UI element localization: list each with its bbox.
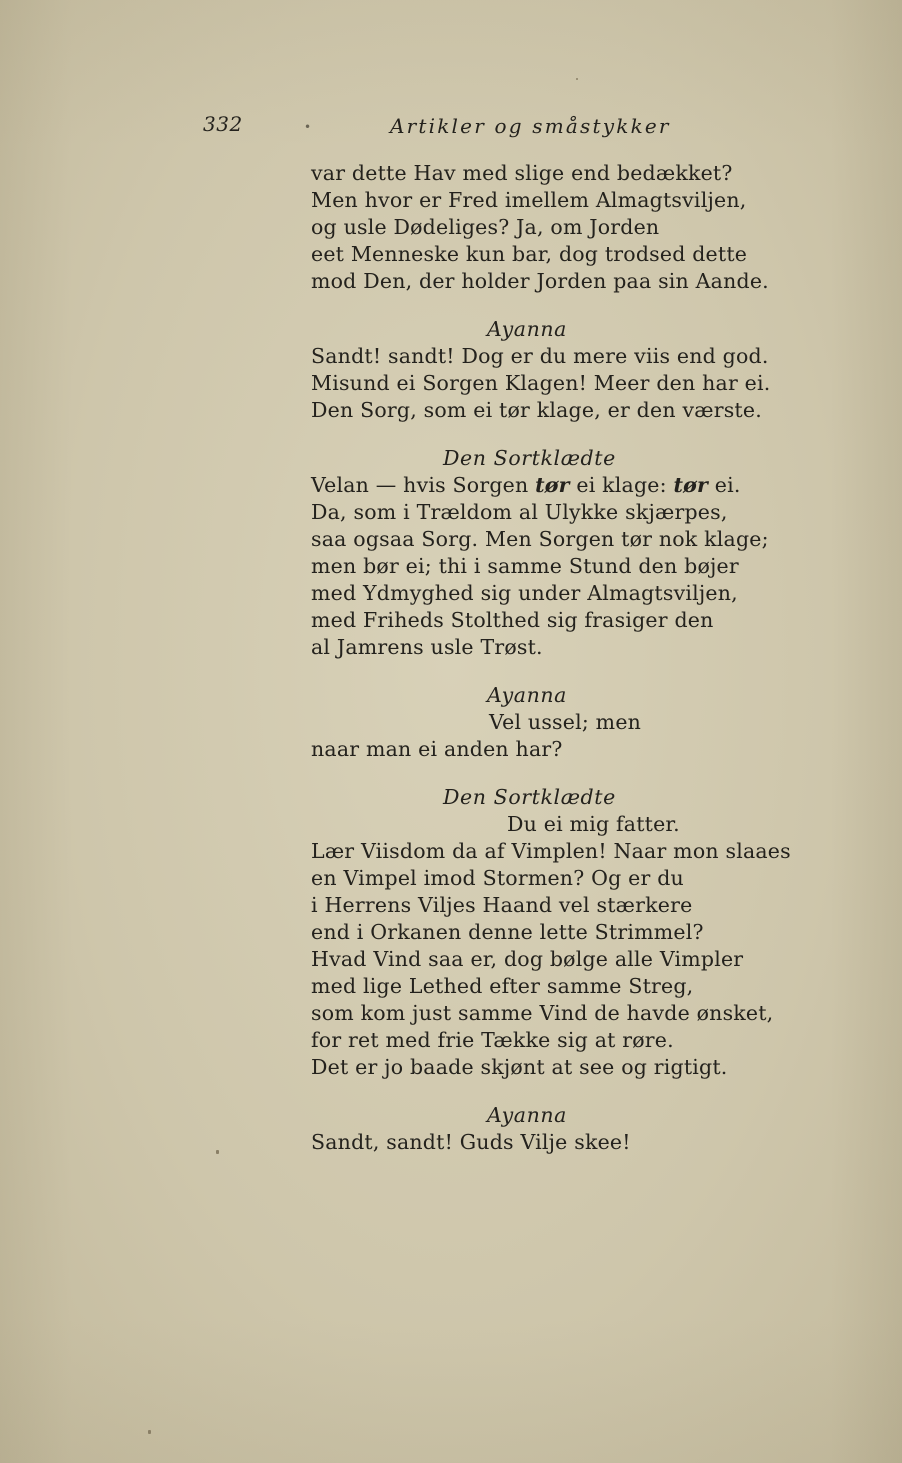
speaker-name-den-sortklaedte: Den Sortklædte bbox=[443, 446, 616, 470]
verse-line: med Ydmyghed sig under Almagtsviljen, bbox=[311, 581, 738, 605]
verse-line: Lær Viisdom da af Vimplen! Naar mon slaaes bbox=[311, 839, 791, 863]
page-number: 332 bbox=[203, 112, 243, 136]
verse-line: Misund ei Sorgen Klagen! Meer den har ei. bbox=[311, 371, 771, 395]
verse-line: var dette Hav med slige end bedækket? bbox=[311, 161, 733, 185]
speaker-name-ayanna: Ayanna bbox=[487, 1103, 568, 1127]
verse-line: Den Sorg, som ei tør klage, er den værste. bbox=[311, 398, 762, 422]
verse-line: som kom just samme Vind de havde ønsket, bbox=[311, 1001, 774, 1025]
verse-line: i Herrens Viljes Haand vel stærkere bbox=[311, 893, 693, 917]
verse-line: Sandt! sandt! Dog er du mere viis end god. bbox=[311, 344, 769, 368]
verse-line: med lige Lethed efter samme Streg, bbox=[311, 974, 694, 998]
verse-line: Du ei mig fatter. bbox=[507, 812, 680, 836]
speaker-name-den-sortklaedte: Den Sortklædte bbox=[443, 785, 616, 809]
paper-speck bbox=[216, 1150, 219, 1154]
emphasis-word: tør bbox=[673, 473, 709, 497]
emphasis-word: tør bbox=[535, 473, 570, 497]
verse-line: Da, som i Trældom al Ulykke skjærpes, bbox=[311, 500, 728, 524]
verse-line: Sandt, sandt! Guds Vilje skee! bbox=[311, 1130, 631, 1154]
page-header bbox=[0, 112, 902, 142]
header-ornament-dot: • bbox=[304, 120, 312, 134]
verse-line: men bør ei; thi i samme Stund den bøjer bbox=[311, 554, 739, 578]
verse-line: en Vimpel imod Stormen? Og er du bbox=[311, 866, 684, 890]
verse-fragment: ei. bbox=[708, 473, 741, 497]
verse-line: saa ogsaa Sorg. Men Sorgen tør nok klage; bbox=[311, 527, 769, 551]
speaker-name-ayanna: Ayanna bbox=[487, 317, 568, 341]
verse-line: naar man ei anden har? bbox=[311, 737, 563, 761]
verse-line: al Jamrens usle Trøst. bbox=[311, 635, 543, 659]
verse-line bbox=[311, 472, 831, 499]
verse-line: end i Orkanen denne lette Strimmel? bbox=[311, 920, 704, 944]
verse-line: mod Den, der holder Jorden paa sin Aande. bbox=[311, 269, 769, 293]
verse-line: for ret med frie Tække sig at røre. bbox=[311, 1028, 674, 1052]
verse-line: og usle Dødeliges? Ja, om Jorden bbox=[311, 215, 660, 239]
verse-line: Vel ussel; men bbox=[489, 710, 642, 734]
verse-text bbox=[311, 160, 831, 1156]
paper-speck bbox=[576, 78, 578, 80]
verse-fragment: ei klage: bbox=[569, 473, 674, 497]
verse-fragment: Velan — hvis Sorgen bbox=[311, 473, 536, 497]
verse-line: med Friheds Stolthed sig frasiger den bbox=[311, 608, 714, 632]
verse-line: Det er jo baade skjønt at see og rigtigt. bbox=[311, 1055, 728, 1079]
verse-line: eet Menneske kun bar, dog trodsed dette bbox=[311, 242, 748, 266]
running-title: Artikler og småstykker bbox=[390, 114, 671, 138]
verse-line: Men hvor er Fred imellem Almagtsviljen, bbox=[311, 188, 747, 212]
paper-speck bbox=[148, 1430, 151, 1434]
verse-line: Hvad Vind saa er, dog bølge alle Vimpler bbox=[311, 947, 744, 971]
speaker-name-ayanna: Ayanna bbox=[487, 683, 568, 707]
